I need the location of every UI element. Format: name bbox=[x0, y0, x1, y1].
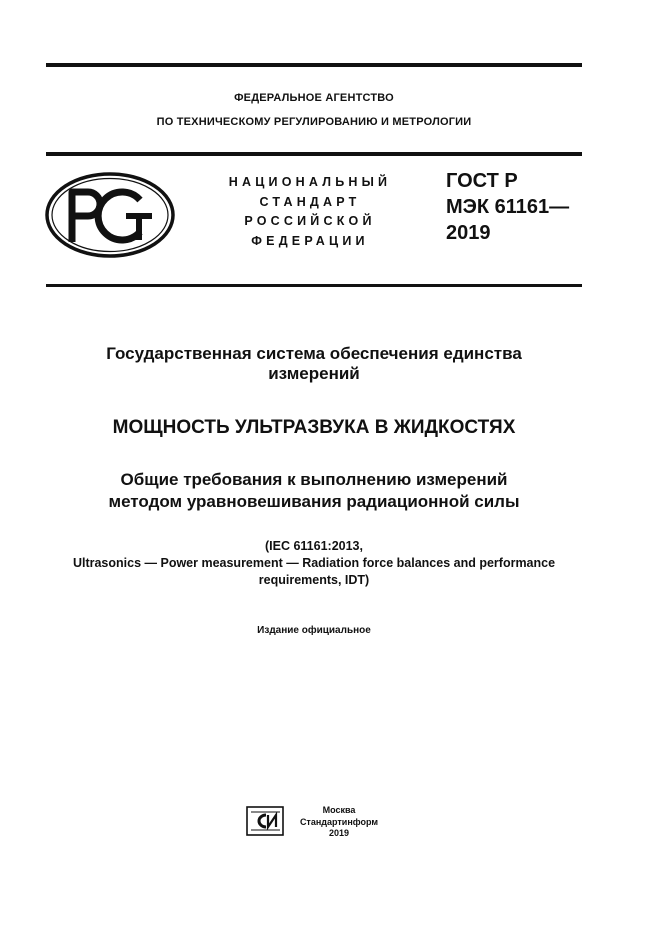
edition-label: Издание официальное bbox=[257, 625, 371, 636]
publisher-city: Москва bbox=[322, 805, 356, 815]
header-rule bbox=[46, 152, 582, 156]
standard-type-line-1: НАЦИОНАЛЬНЫЙ bbox=[228, 175, 392, 189]
standard-type-line-2: СТАНДАРТ bbox=[259, 195, 361, 209]
designation-line-1: ГОСТ Р bbox=[446, 170, 518, 192]
subtitle-line-2: методом уравновешивания радиационной силы bbox=[108, 492, 520, 511]
top-rule bbox=[46, 63, 582, 67]
agency-line-1: ФЕДЕРАЛЬНОЕ АГЕНТСТВО bbox=[234, 92, 394, 104]
main-title: МОЩНОСТЬ УЛЬТРАЗВУКА В ЖИДКОСТЯХ bbox=[112, 417, 516, 438]
international-reference bbox=[46, 538, 582, 589]
intl-line-2: Ultrasonics — Power measurement — Radiation force balances and performance bbox=[72, 556, 556, 570]
subtitle bbox=[46, 469, 582, 513]
designation-line-2: МЭК 61161— bbox=[446, 196, 570, 218]
standard-designation bbox=[446, 168, 586, 246]
gost-r-logo bbox=[44, 170, 176, 265]
agency-line-2: ПО ТЕХНИЧЕСКОМУ РЕГУЛИРОВАНИЮ И МЕТРОЛОГИИ bbox=[156, 116, 472, 128]
system-title-line-1: Государственная система обеспечения единства bbox=[106, 344, 522, 363]
designation-line-3: 2019 bbox=[446, 222, 491, 244]
middle-rule bbox=[46, 284, 582, 287]
publisher-name: Стандартинформ bbox=[299, 816, 379, 827]
system-title bbox=[46, 344, 582, 384]
intl-line-3: requirements, IDT) bbox=[258, 573, 370, 587]
standard-type-line-4: ФЕДЕРАЦИИ bbox=[251, 234, 369, 248]
publisher-info bbox=[294, 805, 384, 840]
system-title-line-2: измерений bbox=[268, 364, 360, 383]
publisher-logo bbox=[246, 806, 284, 841]
subtitle-line-1: Общие требования к выполнению измерений bbox=[120, 470, 508, 489]
standard-type-line-3: РОССИЙСКОЙ bbox=[244, 214, 376, 228]
publication-year: 2019 bbox=[328, 828, 350, 838]
intl-line-1: (IEC 61161:2013, bbox=[265, 539, 363, 553]
